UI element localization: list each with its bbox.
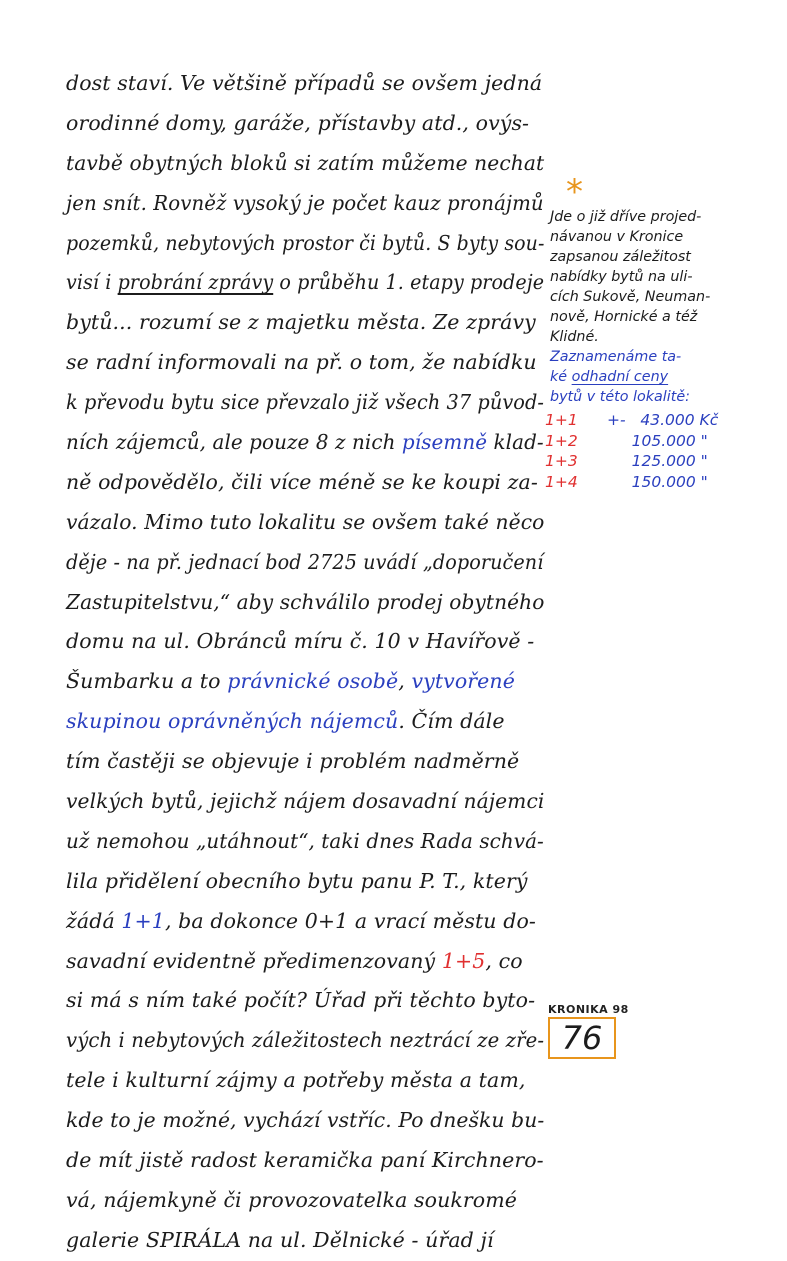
text-line xyxy=(66,862,544,902)
text-segment: ních zájemců, ale pouze 8 z nich xyxy=(66,430,402,455)
note-marker-asterisk: * xyxy=(566,172,583,212)
text-line xyxy=(66,144,545,184)
text-line xyxy=(550,307,775,327)
text-line xyxy=(66,224,545,264)
text-line xyxy=(66,303,544,343)
text-segment: velkých bytů, jejichž nájem dosavadní nájemci xyxy=(66,789,545,814)
text-line xyxy=(550,247,775,267)
text-line xyxy=(66,981,544,1021)
text-line xyxy=(66,463,544,503)
text-segment: ké xyxy=(550,369,572,385)
text-segment: 1+1 xyxy=(121,908,165,933)
text-line xyxy=(66,383,545,423)
text-line xyxy=(66,184,544,224)
text-line xyxy=(66,942,544,982)
text-segment: Zaznamenáme ta- xyxy=(550,349,682,365)
text-segment: vá, nájemkyně či provozovatelka soukromé xyxy=(66,1187,518,1212)
text-line xyxy=(550,387,775,407)
text-segment: už nemohou „utáhnout“, taki dnes Rada schvá- xyxy=(66,828,544,853)
text-segment: klad- xyxy=(487,430,544,455)
text-segment: domu na ul. Obránců míru č. 10 v Havířově - xyxy=(66,629,535,654)
price-row xyxy=(545,451,770,472)
price-list xyxy=(545,410,770,492)
flat-price: 105.000 " xyxy=(607,431,708,450)
text-line xyxy=(66,263,545,303)
text-line xyxy=(66,1021,545,1061)
text-segment: skupinou oprávněných nájemců xyxy=(66,709,399,734)
text-line xyxy=(66,782,545,822)
text-segment: visí i xyxy=(66,270,118,295)
text-segment: tím častěji se objevuje i problém nadměrně xyxy=(66,749,520,774)
text-segment: žádá xyxy=(66,908,122,933)
text-segment: bytů... rozumí se z majetku města. Ze zprávy xyxy=(66,310,536,335)
text-line xyxy=(66,583,545,623)
text-line xyxy=(66,1141,544,1181)
price-row xyxy=(545,410,770,431)
text-segment: návanou v Kronice xyxy=(550,229,684,245)
text-line xyxy=(66,104,544,144)
text-segment: probrání zprávy xyxy=(117,270,274,295)
text-segment: kde to je možné, vychází vstříc. Po dnešku bu- xyxy=(66,1108,545,1133)
text-line xyxy=(66,622,544,662)
text-segment: vých i nebytových záležitostech neztrácí ze zře- xyxy=(66,1028,545,1053)
text-line xyxy=(550,287,775,307)
text-segment: tele i kulturní zájmy a potřeby města a tam, xyxy=(66,1068,526,1093)
flat-category: 1+2 xyxy=(545,431,578,450)
flat-category: 1+4 xyxy=(545,472,578,491)
text-segment: bytů v této lokalitě: xyxy=(550,389,690,405)
text-segment: savadní evidentně předimenzovaný xyxy=(66,948,442,973)
price-row xyxy=(545,431,770,452)
text-segment: de mít jistě radost keramička paní Kirchnero- xyxy=(66,1148,544,1173)
text-segment: tavbě obytných bloků si zatím můžeme nechat xyxy=(66,150,545,175)
margin-note xyxy=(550,207,775,407)
text-segment: orodinné domy, garáže, přístavby atd., ovýs- xyxy=(66,110,530,135)
text-line xyxy=(66,423,544,463)
text-segment: se radní informovali na př. o tom, že nabídku xyxy=(66,350,537,375)
text-segment: odhadní ceny xyxy=(571,369,669,385)
text-line xyxy=(66,662,544,702)
text-line xyxy=(550,327,775,347)
text-segment: o průběhu 1. etapy prodeje xyxy=(273,270,545,295)
text-segment: Jde o již dříve projed- xyxy=(550,209,702,225)
text-segment: . Čím dále xyxy=(398,709,505,734)
text-segment: děje - na př. jednací bod 2725 uvádí „doporučení xyxy=(66,549,544,574)
text-line xyxy=(66,902,544,942)
flat-price: 150.000 " xyxy=(607,472,708,491)
text-segment: Šumbarku a to xyxy=(66,669,228,694)
text-segment: vázalo. Mimo tuto lokalitu se ovšem také něco xyxy=(66,509,545,534)
text-segment: jen snít. Rovněž vysoký je počet kauz pronájmů xyxy=(66,190,544,215)
text-segment: pozemků, nebytových prostor či bytů. S byty sou- xyxy=(66,230,545,255)
text-line xyxy=(66,1101,545,1141)
flat-category: 1+3 xyxy=(545,452,578,470)
chronicle-label: KRONIKA 98 xyxy=(548,1003,629,1016)
text-segment: Klidné. xyxy=(550,329,599,345)
text-segment: právnické osobě xyxy=(227,669,399,694)
text-segment: si má s ním také počít? Úřad při těchto byto- xyxy=(66,988,536,1013)
text-segment: , ba dokonce 0+1 a vrací městu do- xyxy=(164,908,536,933)
flat-price: 125.000 " xyxy=(607,452,708,470)
text-segment: , co xyxy=(485,948,523,973)
text-segment: 1+5 xyxy=(441,948,486,973)
text-line xyxy=(550,207,775,227)
text-segment: cích Sukově, Neuman- xyxy=(550,289,711,305)
text-line xyxy=(550,347,775,367)
text-line xyxy=(66,702,544,742)
text-line xyxy=(66,1221,544,1261)
text-line xyxy=(66,1061,544,1101)
text-segment: , xyxy=(398,669,412,694)
text-segment: nově, Hornické a též xyxy=(550,309,698,325)
text-line xyxy=(550,227,775,247)
text-line xyxy=(66,822,544,862)
text-line xyxy=(66,503,545,543)
text-line xyxy=(66,64,544,104)
text-line xyxy=(66,1181,544,1221)
text-line xyxy=(66,543,544,583)
text-segment: k převodu bytu sice převzalo již všech 37 původ- xyxy=(66,390,545,415)
flat-category: 1+1 xyxy=(545,411,578,429)
text-line xyxy=(66,742,544,782)
page-number: 76 xyxy=(561,1019,603,1057)
text-segment: vytvořené xyxy=(411,669,515,694)
text-segment: dost staví. Ve většině případů se ovšem jedná xyxy=(66,71,543,95)
text-line xyxy=(550,367,775,387)
text-segment: ně odpovědělo, čili více méně se ke koupi za- xyxy=(66,469,538,494)
text-segment: lila přidělení obecního bytu panu P. T., který xyxy=(66,868,528,893)
text-line xyxy=(550,267,775,287)
text-segment: nabídky bytů na uli- xyxy=(550,269,693,285)
main-text-column xyxy=(66,64,544,1261)
text-segment: Zastupitelstvu,“ aby schválilo prodej obytného xyxy=(66,589,545,614)
text-segment: písemně xyxy=(401,430,488,455)
text-line xyxy=(66,343,544,383)
text-segment: zapsanou záležitost xyxy=(550,249,691,265)
flat-price: +- 43.000 Kč xyxy=(607,411,719,429)
text-segment: galerie SPIRÁLA na ul. Dělnické - úřad jí xyxy=(66,1227,494,1252)
price-row xyxy=(545,472,770,493)
page-number-box xyxy=(548,1017,616,1059)
